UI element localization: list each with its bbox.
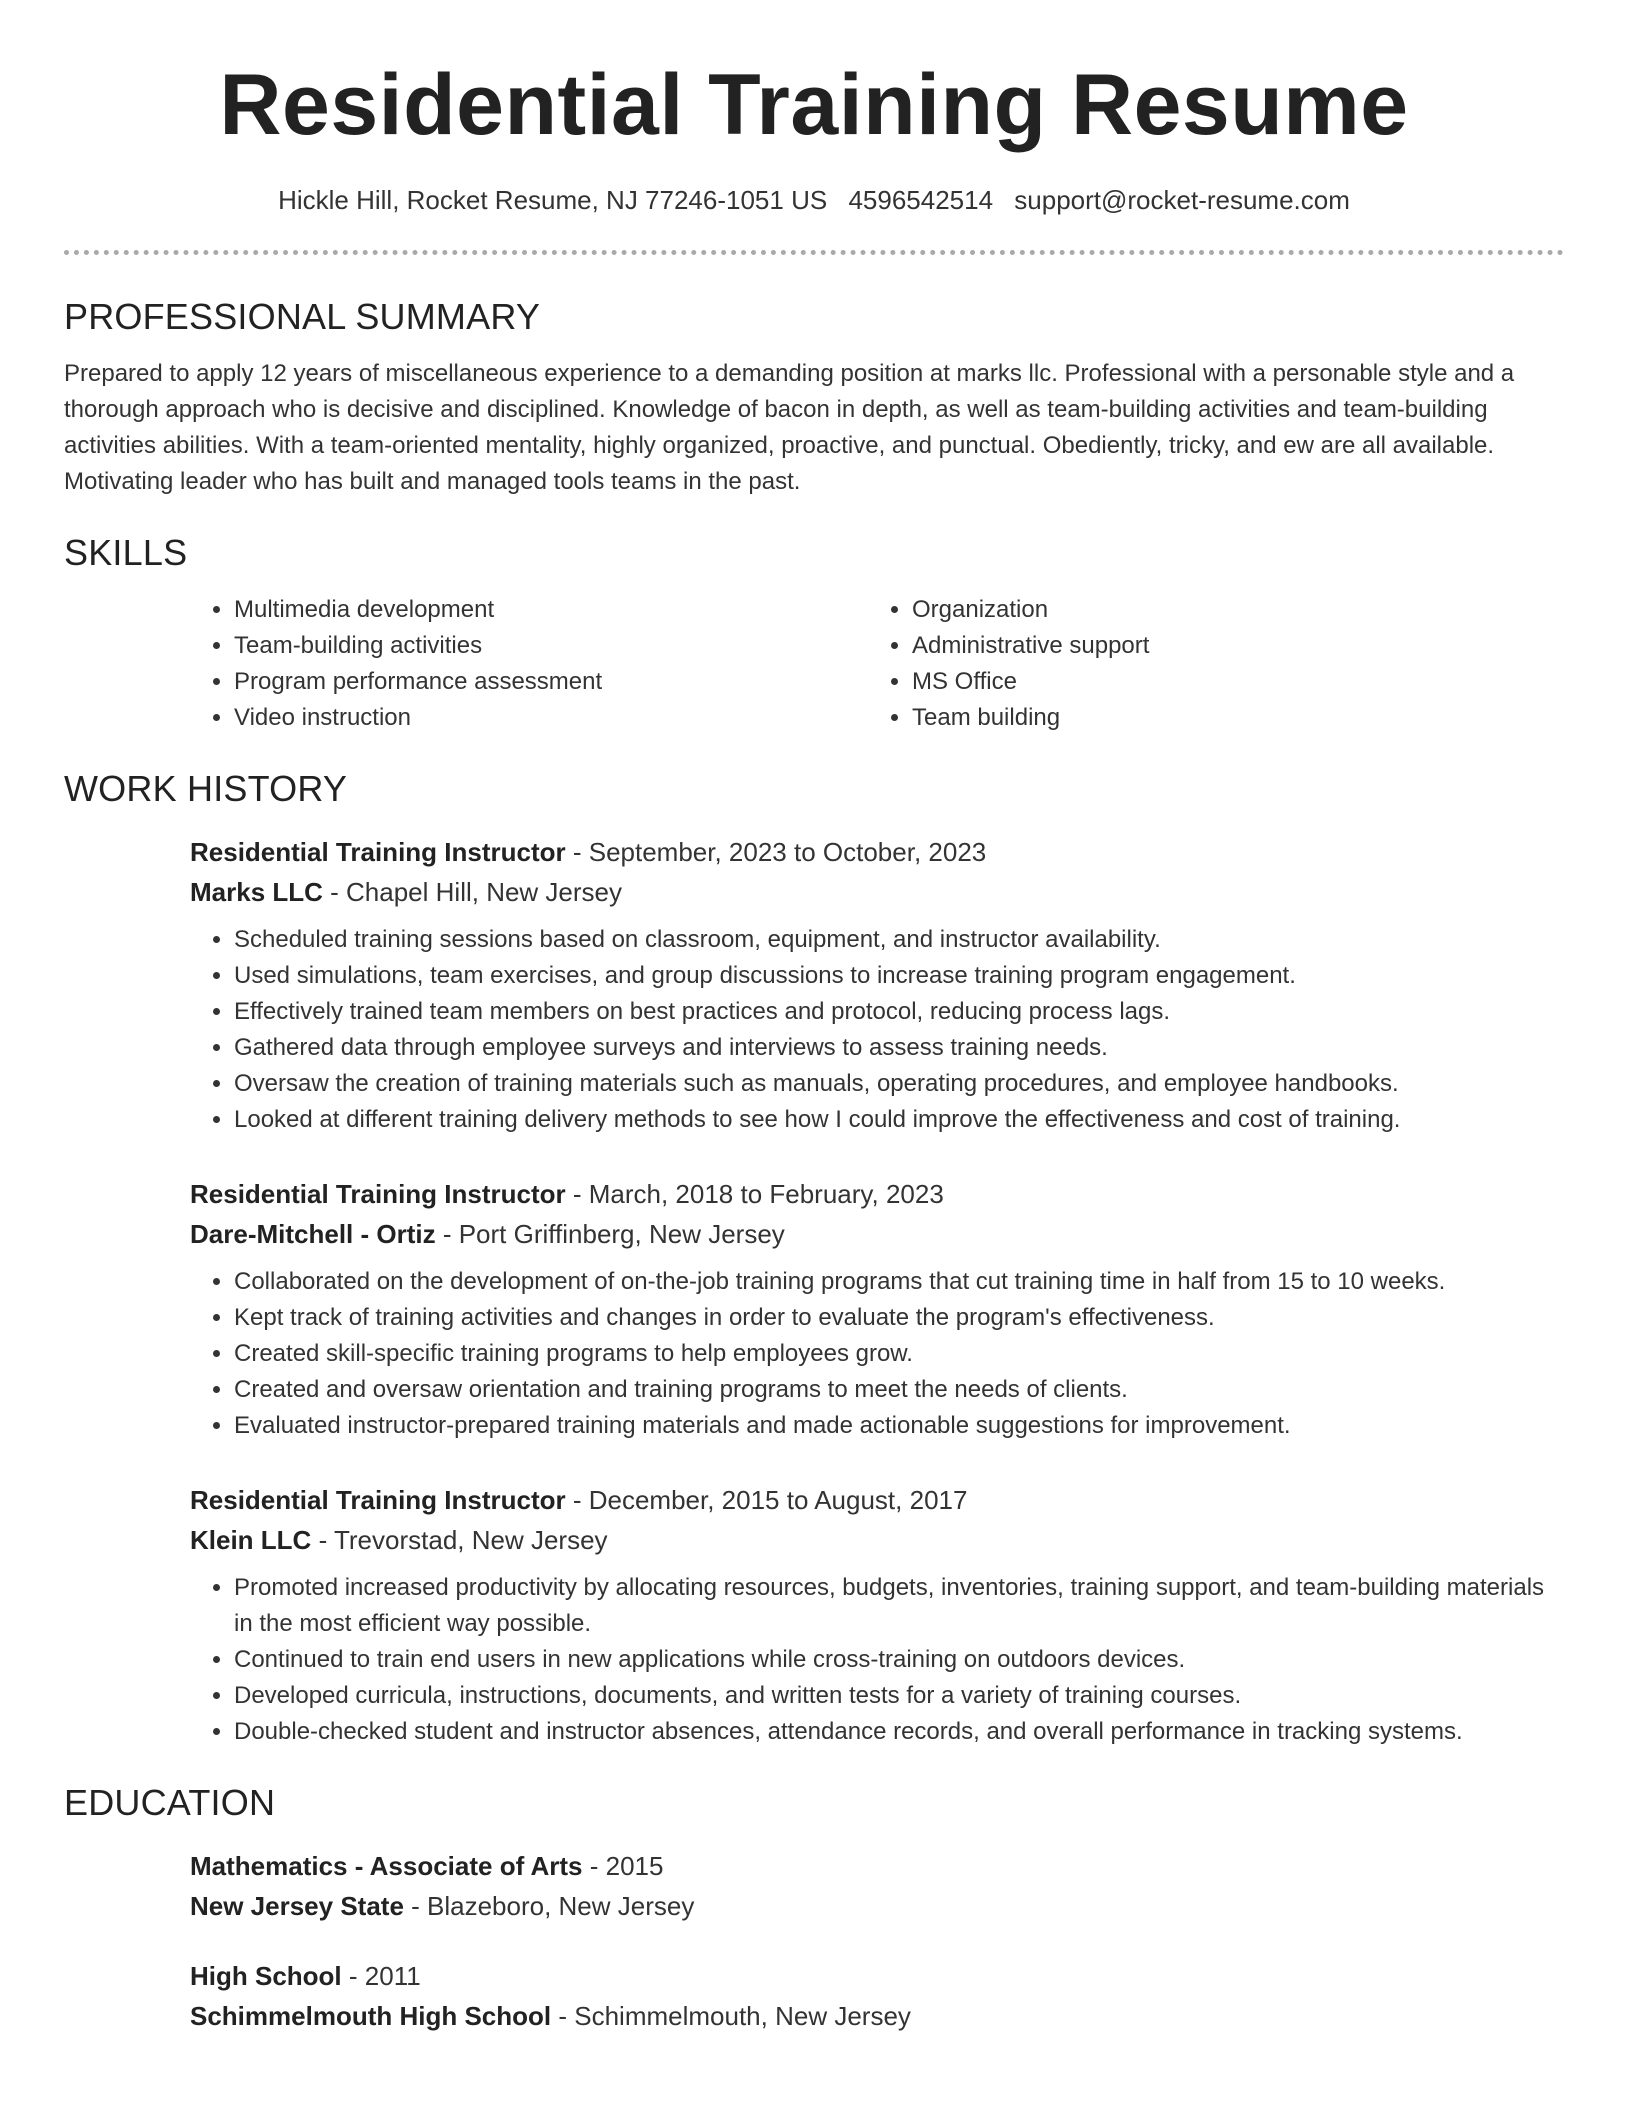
skill-item: • Multimedia development: [234, 592, 868, 628]
contact-address: Hickle Hill, Rocket Resume, NJ 77246-1051 US: [278, 185, 828, 215]
contact-line: [64, 185, 1564, 216]
skills-right-column: [868, 592, 1546, 736]
skills-right-list: [868, 592, 1546, 736]
job-company-line: [190, 1520, 1564, 1560]
degree-year: - 2015: [582, 1851, 664, 1881]
resume-page: [64, 0, 1564, 2031]
skill-item: • Video instruction: [234, 700, 868, 736]
job-bullet: • Looked at different training delivery methods to see how I could improve the effectiveness and cost of training.: [234, 1102, 1564, 1138]
job-company-line: [190, 1214, 1564, 1254]
job-dates: - December, 2015 to August, 2017: [565, 1485, 968, 1515]
skill-item: • MS Office: [912, 664, 1546, 700]
skill-item: • Team-building activities: [234, 628, 868, 664]
job-title-line: [190, 1480, 1564, 1520]
job-bullets: [190, 1570, 1564, 1750]
job-dates: - September, 2023 to October, 2023: [565, 837, 987, 867]
job-location: - Chapel Hill, New Jersey: [322, 877, 623, 907]
work-history-section: [64, 768, 1564, 810]
job-bullets: [190, 1264, 1564, 1444]
contact-email: support@rocket-resume.com: [1014, 185, 1350, 215]
job-company: Klein LLC: [190, 1525, 312, 1555]
job-dates: - March, 2018 to February, 2023: [565, 1179, 944, 1209]
degree-line: [190, 1846, 1564, 1886]
job-bullet: • Developed curricula, instructions, documents, and written tests for a variety of training courses.: [234, 1678, 1564, 1714]
education-section: [64, 1782, 1564, 1824]
job-bullet: • Gathered data through employee surveys and interviews to assess training needs.: [234, 1030, 1564, 1066]
work-history-heading: WORK HISTORY: [64, 768, 348, 809]
skills-left-column: [190, 592, 868, 736]
summary-section: [64, 296, 1564, 500]
job-bullet: • Effectively trained team members on best practices and protocol, reducing process lags.: [234, 994, 1564, 1030]
job-title-line: [190, 1174, 1564, 1214]
degree-line: [190, 1956, 1564, 1996]
school-location: - Schimmelmouth, New Jersey: [551, 2001, 911, 2031]
job-company-line: [190, 872, 1564, 912]
job-bullet: • Oversaw the creation of training materials such as manuals, operating procedures, and employee handbooks.: [234, 1066, 1564, 1102]
skill-item: • Program performance assessment: [234, 664, 868, 700]
job-bullet: • Continued to train end users in new applications while cross-training on outdoors devices.: [234, 1642, 1564, 1678]
skill-item: • Team building: [912, 700, 1546, 736]
skills-section: [64, 532, 1564, 736]
school-line: [190, 1996, 1564, 2036]
job-bullet: • Collaborated on the development of on-the-job training programs that cut training time in half from 15 to 10 weeks.: [234, 1264, 1564, 1300]
header-divider: [64, 250, 1564, 255]
skills-grid: [190, 592, 1564, 736]
job-bullet: • Kept track of training activities and changes in order to evaluate the program's effectiveness.: [234, 1300, 1564, 1336]
job-title-line: [190, 832, 1564, 872]
skill-item: • Administrative support: [912, 628, 1546, 664]
summary-heading: PROFESSIONAL SUMMARY: [64, 296, 541, 337]
job-location: - Trevorstad, New Jersey: [311, 1525, 608, 1555]
job-role: Residential Training Instructor: [190, 1179, 566, 1209]
job-bullet: • Scheduled training sessions based on classroom, equipment, and instructor availability.: [234, 922, 1564, 958]
job-entry: [190, 1174, 1564, 1444]
degree: High School: [190, 1961, 342, 1991]
job-company: Dare-Mitchell - Ortiz: [190, 1219, 436, 1249]
contact-phone: 4596542514: [848, 185, 994, 215]
education-heading: EDUCATION: [64, 1782, 276, 1823]
job-entry: [190, 832, 1564, 1138]
job-bullet: • Created skill-specific training programs to help employees grow.: [234, 1336, 1564, 1372]
education-entry: [190, 1846, 1564, 1926]
skills-left-list: [190, 592, 868, 736]
resume-title: Residential Training Resume: [219, 57, 1409, 153]
education-entry: [190, 1956, 1564, 2036]
job-bullet: • Double-checked student and instructor absences, attendance records, and overall performance in tracking systems.: [234, 1714, 1564, 1750]
job-bullet: • Created and oversaw orientation and training programs to meet the needs of clients.: [234, 1372, 1564, 1408]
job-bullets: [190, 922, 1564, 1138]
job-company: Marks LLC: [190, 877, 323, 907]
job-location: - Port Griffinberg, New Jersey: [435, 1219, 785, 1249]
school: New Jersey State: [190, 1891, 404, 1921]
summary-text: Prepared to apply 12 years of miscellaneous experience to a demanding position at marks llc. Professional with a personable style and a thorough approach who is decisive and disciplined. Knowledge of bacon in depth, as well as team-building activities and team-building activities abilities. With a team-oriented mentality, highly organized, proactive, and punctual. Obediently, tricky, and ew are all available. Motivating leader who has built and managed tools teams in the past.: [64, 360, 1515, 495]
degree-year: - 2011: [341, 1961, 421, 1991]
school-line: [190, 1886, 1564, 1926]
job-bullet: • Used simulations, team exercises, and group discussions to increase training program engagement.: [234, 958, 1564, 994]
job-role: Residential Training Instructor: [190, 837, 566, 867]
job-bullet: • Promoted increased productivity by allocating resources, budgets, inventories, training support, and team-building materials in the most efficient way possible.: [234, 1570, 1564, 1642]
school-location: - Blazeboro, New Jersey: [403, 1891, 695, 1921]
school: Schimmelmouth High School: [190, 2001, 552, 2031]
job-entry: [190, 1480, 1564, 1750]
skills-heading: SKILLS: [64, 532, 188, 573]
job-bullet: • Evaluated instructor-prepared training materials and made actionable suggestions for improvement.: [234, 1408, 1564, 1444]
job-role: Residential Training Instructor: [190, 1485, 566, 1515]
skill-item: • Organization: [912, 592, 1546, 628]
degree: Mathematics - Associate of Arts: [190, 1851, 583, 1881]
